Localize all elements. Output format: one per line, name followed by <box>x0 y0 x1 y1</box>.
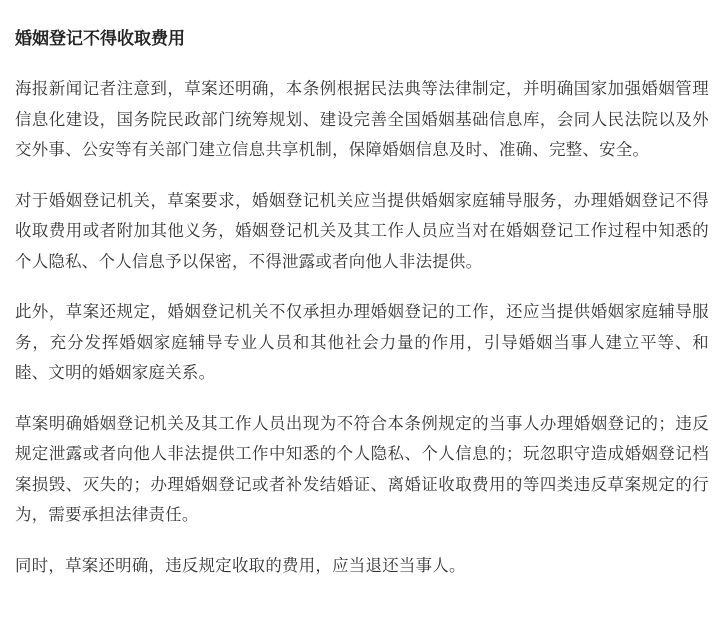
article-paragraph: 此外，草案还规定，婚姻登记机关不仅承担办理婚姻登记的工作，还应当提供婚姻家庭辅导服务，充分发挥婚姻家庭辅导专业人员和其他社会力量的作用，引导婚姻当事人建立平等、和睦、文明的婚姻家庭关系。 <box>15 302 709 382</box>
article-heading: 婚姻登记不得收取费用 <box>15 29 185 49</box>
article-paragraph: 同时，草案还明确，违反规定收取的费用，应当退还当事人。 <box>15 555 466 575</box>
article-paragraph: 草案明确婚姻登记机关及其工作人员出现为不符合本条例规定的当事人办理婚姻登记的；违反规定泄露或者向他人非法提供工作中知悉的个人隐私、个人信息的；玩忽职守造成婚姻登记档案损毁、灭失的；办理婚姻登记或者补发结婚证、离婚证收取费用的等四类违反草案规定的行为，需要承担法律责任。 <box>15 413 709 524</box>
article-paragraph: 对于婚姻登记机关，草案要求，婚姻登记机关应当提供婚姻家庭辅导服务，办理婚姻登记不得收取费用或者附加其他义务，婚姻登记机关及其工作人员应当对在婚姻登记工作过程中知悉的个人隐私、个人信息予以保密，不得泄露或者向他人非法提供。 <box>15 190 709 271</box>
article <box>15 24 709 581</box>
article-paragraph: 海报新闻记者注意到，草案还明确，本条例根据民法典等法律制定，并明确国家加强婚姻管理信息化建设，国务院民政部门统筹规划、建设完善全国婚姻基础信息库，会同人民法院以及外交外事、公安等有关部门建立信息共享机制，保障婚姻信息及时、准确、完整、安全。 <box>15 79 709 159</box>
